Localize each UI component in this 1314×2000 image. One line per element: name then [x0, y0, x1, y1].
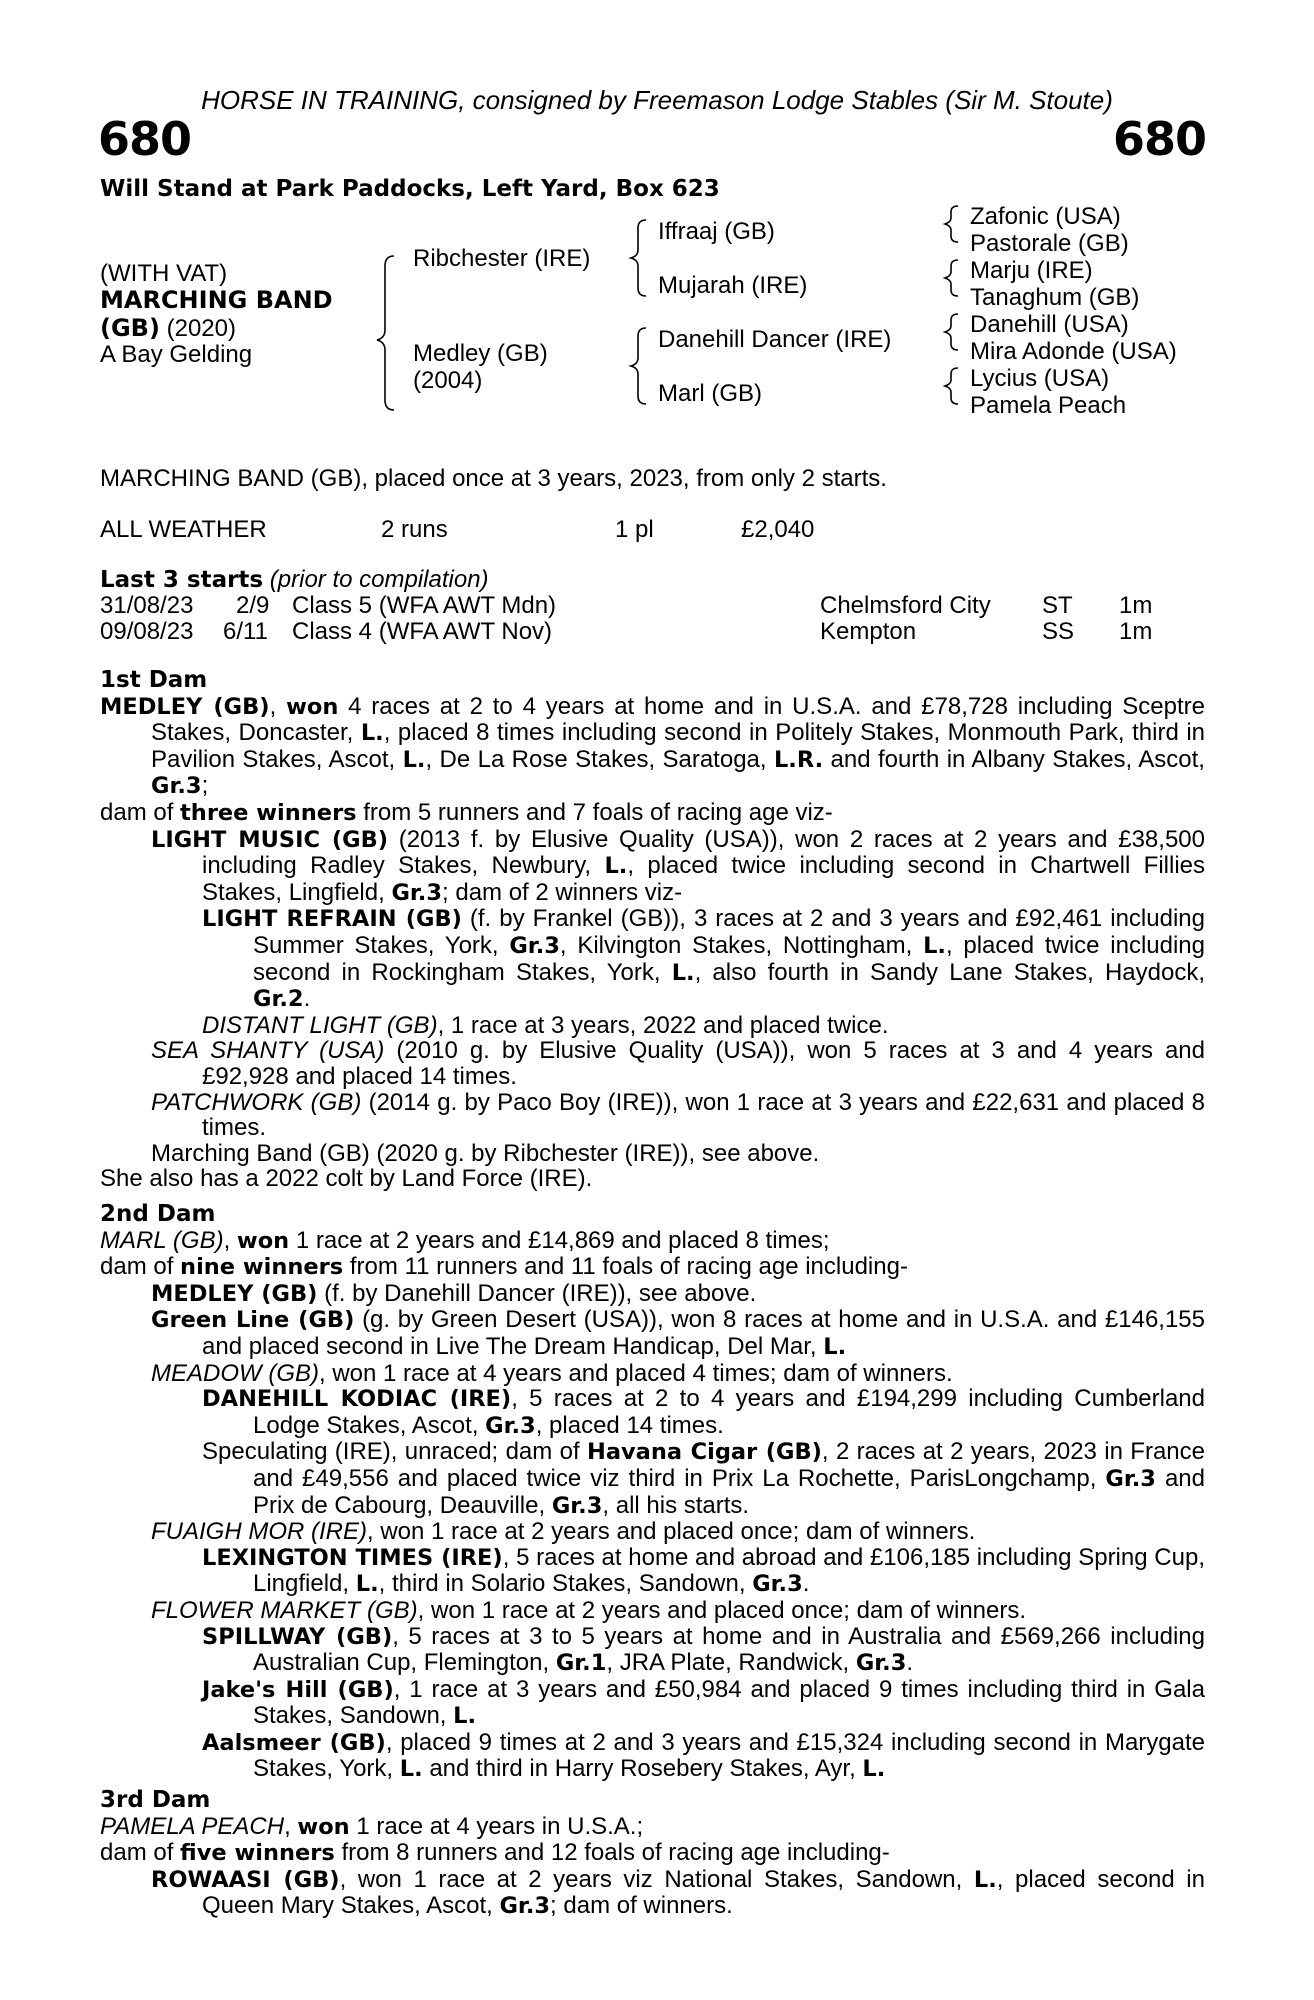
dam-sire: Danehill Dancer (IRE) [658, 326, 892, 353]
produce-entry: DISTANT LIGHT (GB), 1 race at 3 years, 2022 and placed twice. [202, 1011, 889, 1039]
produce-entry: LIGHT MUSIC (GB) (2013 f. by Elusive Quality (USA)), won 2 races at 2 years and £38,500 including Radley Stakes, Newbury, L., placed twice including second in Chartwell Fillies Stakes, Lingfield, Gr.3; dam of 2 winners viz- [151, 825, 1205, 906]
second-dam-produce-summary: dam of nine winners from 11 runners and 11 foals of racing age including- [100, 1253, 908, 1281]
sire-sire: Iffraaj (GB) [658, 218, 775, 245]
horse-name: MARCHING BAND [100, 286, 333, 314]
produce-entry: ROWAASI (GB), won 1 race at 2 years viz National Stakes, Sandown, L., placed second in Queen Mary Stakes, Ascot, Gr.3; dam of winners. [151, 1865, 1205, 1920]
start-going: SS [1042, 618, 1075, 645]
start-race: Class 5 (WFA AWT Mdn) [292, 592, 557, 619]
produce-entry: Jake's Hill (GB), 1 race at 3 years and £50,984 and placed 9 times including third in Gala Stakes, Sandown, L. [202, 1675, 1205, 1730]
start-course: Kempton [820, 618, 917, 645]
start-distance: 1m [1119, 592, 1153, 619]
produce-entry: FUAIGH MOR (IRE), won 1 race at 2 years and placed once; dam of winners. [151, 1518, 976, 1546]
last-starts-note: (prior to compilation) [269, 566, 489, 593]
first-dam-produce-summary: dam of three winners from 5 runners and 7 foals of racing age viz- [100, 798, 833, 826]
start-distance: 1m [1119, 618, 1153, 645]
dam-year: (2004) [413, 367, 483, 394]
gen3-ancestor: Pastorale (GB) [970, 230, 1129, 257]
horse-country: (GB) [100, 314, 160, 342]
dam-dam: Marl (GB) [658, 380, 762, 407]
produce-entry: SEA SHANTY (USA) (2010 g. by Elusive Quality (USA)), won 5 races at 3 and 4 years and £92,928 and placed 14 times. [151, 1037, 1206, 1090]
dam: Medley (GB) [413, 340, 548, 367]
lot-number-right: 680 [1112, 112, 1206, 166]
stand-location: Will Stand at Park Paddocks, Left Yard, Box 623 [100, 176, 720, 202]
third-dam-section [100, 1788, 1205, 1920]
start-date: 09/08/23 [100, 618, 194, 645]
start-race: Class 4 (WFA AWT Nov) [292, 618, 553, 645]
third-dam-produce-summary: dam of five winners from 8 runners and 12 foals of racing age including- [100, 1839, 890, 1867]
produce-entry: Marching Band (GB) (2020 g. by Ribchester (IRE)), see above. [151, 1139, 820, 1167]
gen3-ancestor: Zafonic (USA) [970, 203, 1121, 230]
produce-entry: LEXINGTON TIMES (IRE), 5 races at home and abroad and £106,185 including Spring Cup, Lingfield, L., third in Solario Stakes, Sandown, Gr.3. [202, 1543, 1205, 1598]
start-course: Chelmsford City [820, 592, 991, 619]
second-dam-section [100, 1202, 1205, 1783]
start-date: 31/08/23 [100, 592, 194, 619]
second-dam-heading: 2nd Dam [100, 1201, 216, 1227]
third-dam-record: PAMELA PEACH, won 1 race at 4 years in U.S.A.; [100, 1812, 644, 1840]
vat-label: (WITH VAT) [100, 260, 228, 287]
start-going: ST [1042, 592, 1073, 619]
consignment-line: HORSE IN TRAINING, consigned by Freemason Lodge Stables (Sir M. Stoute) [201, 85, 1113, 115]
record-surface: ALL WEATHER [100, 516, 267, 543]
record-placed: 1 pl [615, 516, 654, 543]
race-summary: MARCHING BAND (GB), placed once at 3 years, 2023, from only 2 starts. [100, 465, 887, 492]
first-dam-record: MEDLEY (GB), won 4 races at 2 to 4 years at home and in U.S.A. and £78,728 including Sceptre Stakes, Doncaster, L., placed 8 times including second in Politely Stakes, Monmouth Park, third in Pavilion Stakes, Ascot, L., De La Rose Stakes, Saratoga, L.R. and fourth in Albany Stakes, Ascot, Gr.3; [100, 692, 1205, 800]
produce-entry: Speculating (IRE), unraced; dam of Havana Cigar (GB), 2 races at 2 years, 2023 in France and £49,556 and placed twice viz third in Prix La Rochette, ParisLongchamp, Gr.3 and Prix de Cabourg, Deauville, Gr.3, all his starts. [202, 1438, 1206, 1519]
gen3-ancestor: Mira Adonde (USA) [970, 338, 1177, 365]
last-starts-title: Last 3 starts [100, 567, 264, 593]
produce-entry: LIGHT REFRAIN (GB) (f. by Frankel (GB)), 3 races at 2 and 3 years and £92,461 including Summer Stakes, York, Gr.3, Kilvington Stakes, Nottingham, L., placed twice including second in Rockingham Stakes, York, L., also fourth in Sandy Lane Stakes, Haydock, Gr.2. [202, 905, 1205, 1013]
produce-entry: Green Line (GB) (g. by Green Desert (USA)), won 8 races at home and in U.S.A. and £146,155 and placed second in Live The Dream Handicap, Del Mar, L. [151, 1306, 1206, 1360]
last-starts-heading [100, 566, 489, 594]
second-dam-record: MARL (GB), won 1 race at 2 years and £14,869 and placed 8 times; [100, 1226, 830, 1254]
produce-entry: SPILLWAY (GB), 5 races at 3 to 5 years at home and in Australia and £569,266 including Australian Cup, Flemington, Gr.1, JRA Plate, Randwick, Gr.3. [202, 1622, 1205, 1677]
produce-entry: MEDLEY (GB) (f. by Danehill Dancer (IRE)), see above. [151, 1279, 757, 1307]
start-position: 2/9 [236, 592, 270, 619]
produce-entry: DANEHILL KODIAC (IRE), 5 races at 2 to 4 years and £194,299 including Cumberland Lodge Stakes, Ascot, Gr.3, placed 14 times. [202, 1385, 1205, 1439]
produce-entry: Aalsmeer (GB), placed 9 times at 2 and 3 years and £15,324 including second in Marygate Stakes, York, L. and third in Harry Rosebery Stakes, Ayr, L. [202, 1728, 1205, 1783]
produce-entry: FLOWER MARKET (GB), won 1 race at 2 years and placed once; dam of winners. [151, 1596, 1027, 1624]
third-dam-heading: 3rd Dam [100, 1787, 211, 1813]
produce-entry: MEADOW (GB), won 1 race at 4 years and placed 4 times; dam of winners. [151, 1359, 953, 1387]
sire: Ribchester (IRE) [413, 245, 591, 272]
produce-note: She also has a 2022 colt by Land Force (IRE). [100, 1165, 593, 1193]
horse-year: (2020) [166, 315, 236, 342]
gen3-ancestor: Lycius (USA) [970, 365, 1110, 392]
start-position: 6/11 [223, 618, 268, 645]
produce-entry: PATCHWORK (GB) (2014 g. by Paco Boy (IRE)), won 1 race at 3 years and £22,631 and placed 8 times. [151, 1088, 1205, 1142]
start-row [0, 618, 1314, 644]
first-dam-section [100, 668, 1205, 1192]
sire-dam: Mujarah (IRE) [658, 272, 808, 299]
first-dam-heading: 1st Dam [100, 667, 208, 693]
record-runs: 2 runs [381, 516, 448, 543]
gen3-ancestor: Danehill (USA) [970, 311, 1129, 338]
gen3-ancestor: Marju (IRE) [970, 257, 1093, 284]
gen3-ancestor: Pamela Peach [970, 392, 1127, 419]
start-row [0, 592, 1314, 618]
record-prize: £2,040 [741, 516, 815, 543]
horse-description: A Bay Gelding [100, 341, 253, 368]
gen3-ancestor: Tanaghum (GB) [970, 284, 1140, 311]
lot-number-left: 680 [98, 112, 192, 166]
